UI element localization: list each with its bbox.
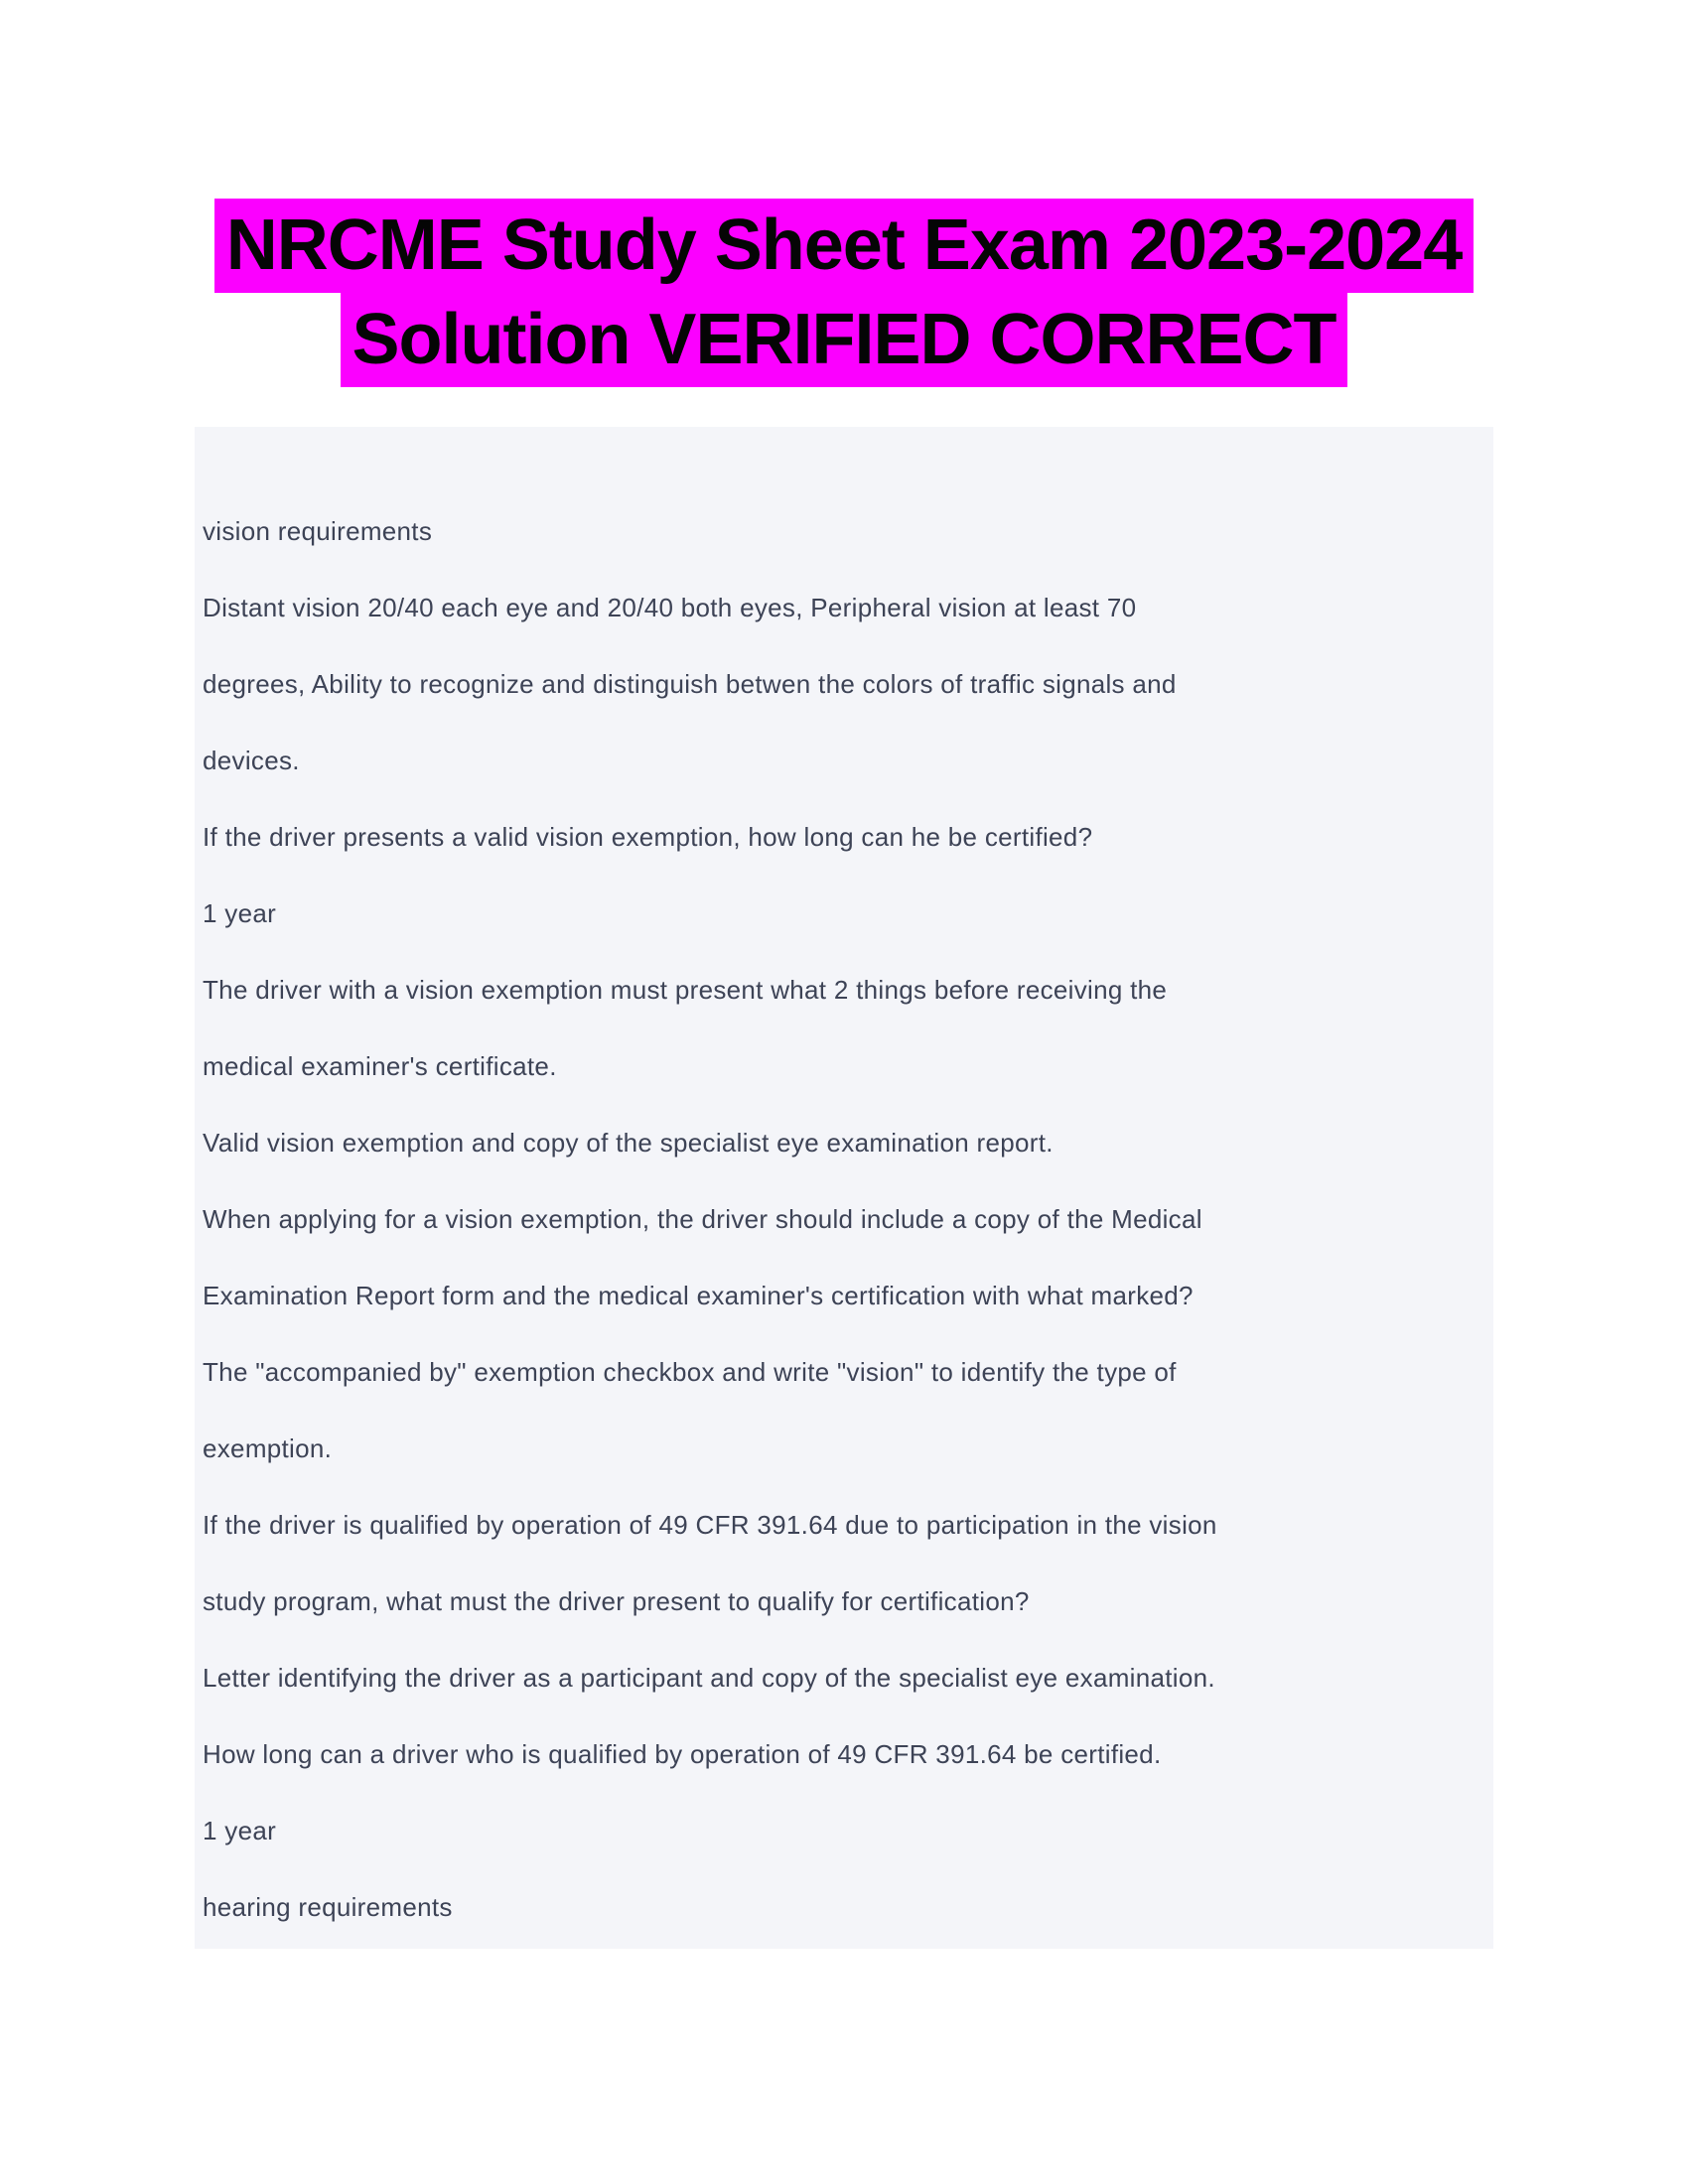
text-line: 1 year — [203, 1816, 277, 1845]
text-line: vision requirements — [203, 516, 433, 546]
title-line-1-wrap — [0, 199, 1688, 293]
text-line: Valid vision exemption and copy of the specialist eye examination report. — [203, 1128, 1054, 1158]
text-line: medical examiner's certificate. — [203, 1051, 557, 1081]
text-line: devices. — [203, 746, 300, 775]
title-line-2-wrap — [0, 293, 1688, 387]
text-line: The "accompanied by" exemption checkbox and write "vision" to identify the type of — [203, 1357, 1177, 1387]
title-line-2: Solution VERIFIED CORRECT — [341, 293, 1348, 387]
text-line: If the driver is qualified by operation of 49 CFR 391.64 due to participation in the vision — [203, 1510, 1217, 1540]
title-line-1: NRCME Study Sheet Exam 2023-2024 — [214, 199, 1475, 293]
text-line: When applying for a vision exemption, the driver should include a copy of the Medical — [203, 1204, 1202, 1234]
text-line: exemption. — [203, 1433, 333, 1463]
text-line: study program, what must the driver present to qualify for certification? — [203, 1586, 1030, 1616]
text-line: The driver with a vision exemption must present what 2 things before receiving the — [203, 975, 1168, 1005]
text-line: 1 year — [203, 898, 277, 928]
document-title — [0, 199, 1688, 387]
text-line: If the driver presents a valid vision exemption, how long can he be certified? — [203, 822, 1093, 852]
text-line: How long can a driver who is qualified by operation of 49 CFR 391.64 be certified. — [203, 1739, 1162, 1769]
text-line: Letter identifying the driver as a participant and copy of the specialist eye examination. — [203, 1663, 1215, 1693]
study-sheet-content-box — [195, 427, 1493, 1949]
text-line: Examination Report form and the medical examiner's certification with what marked? — [203, 1281, 1194, 1310]
text-line: hearing requirements — [203, 1892, 453, 1922]
text-line: degrees, Ability to recognize and distinguish betwen the colors of traffic signals and — [203, 669, 1177, 699]
text-line: Distant vision 20/40 each eye and 20/40 both eyes, Peripheral vision at least 70 — [203, 593, 1137, 622]
